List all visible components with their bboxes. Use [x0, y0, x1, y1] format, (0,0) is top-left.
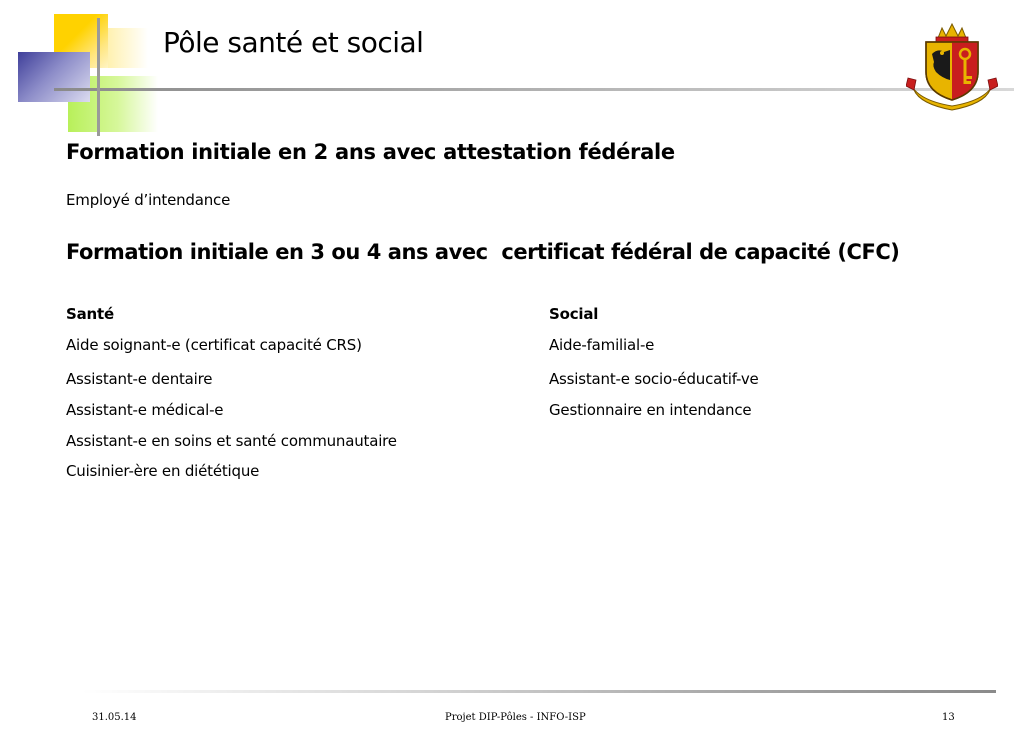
list-item: Assistant-e dentaire: [66, 370, 213, 388]
list-item: Aide soignant-e (certificat capacité CRS): [66, 336, 362, 354]
section-heading-2ans: Formation initiale en 2 ans avec attestation fédérale: [66, 140, 675, 164]
list-item: Cuisinier-ère en diététique: [66, 462, 260, 480]
footer-project: Projet DIP-Pôles - INFO-ISP: [445, 712, 586, 723]
section-heading-3-4ans: Formation initiale en 3 ou 4 ans avec certificat fédéral de capacité (CFC): [66, 240, 900, 264]
geneva-coat-of-arms-icon: [906, 20, 998, 112]
list-item: Employé d’intendance: [66, 191, 231, 209]
header-rule: [54, 88, 1014, 91]
list-item: Assistant-e socio-éducatif-ve: [549, 370, 759, 388]
list-item: Aide-familial-e: [549, 336, 655, 354]
list-item: Assistant-e en soins et santé communautaire: [66, 432, 397, 450]
column-header-social: Social: [549, 305, 599, 323]
column-header-sante: Santé: [66, 305, 114, 323]
decor-vertical-rule: [97, 18, 100, 136]
footer-date: 31.05.14: [92, 712, 137, 723]
decor-blue-block: [18, 52, 90, 102]
list-item: Assistant-e médical-e: [66, 401, 224, 419]
page-number: 13: [942, 712, 955, 723]
list-item: Gestionnaire en intendance: [549, 401, 752, 419]
slide-title: Pôle santé et social: [163, 26, 424, 59]
decor-lightyellow-block: [108, 28, 148, 68]
footer-rule: [82, 690, 996, 693]
